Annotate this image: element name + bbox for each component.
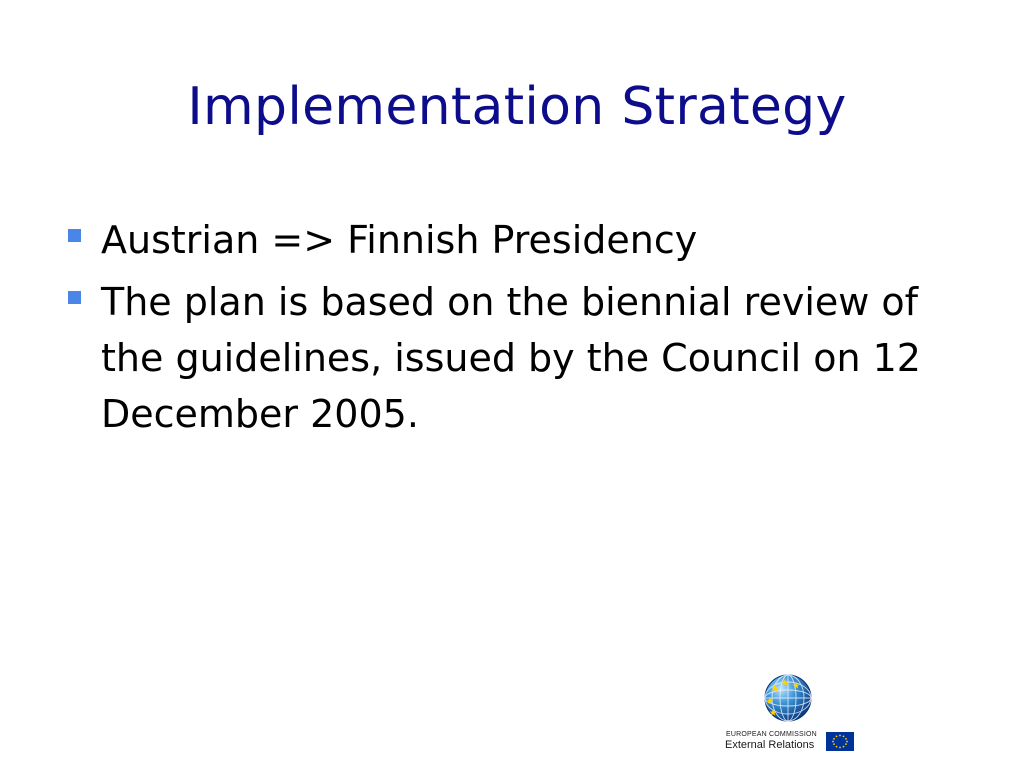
globe-with-stars-icon <box>762 672 814 724</box>
european-commission-logo <box>722 672 862 756</box>
slide-title: Implementation Strategy <box>187 77 847 137</box>
organization-label: EUROPEAN COMMISSION <box>726 731 817 738</box>
square-bullet-icon <box>68 229 81 242</box>
bullet-item <box>66 274 966 442</box>
bullet-item <box>66 212 966 268</box>
square-bullet-icon <box>68 291 81 304</box>
bullet-text: Austrian => Finnish Presidency <box>101 218 698 262</box>
eu-flag-icon <box>826 732 854 751</box>
bullet-text: The plan is based on the biennial review of the guidelines, issued by the Council on 12 December 2005. <box>101 280 921 436</box>
department-label: External Relations <box>725 739 815 751</box>
bullet-list <box>66 212 966 448</box>
